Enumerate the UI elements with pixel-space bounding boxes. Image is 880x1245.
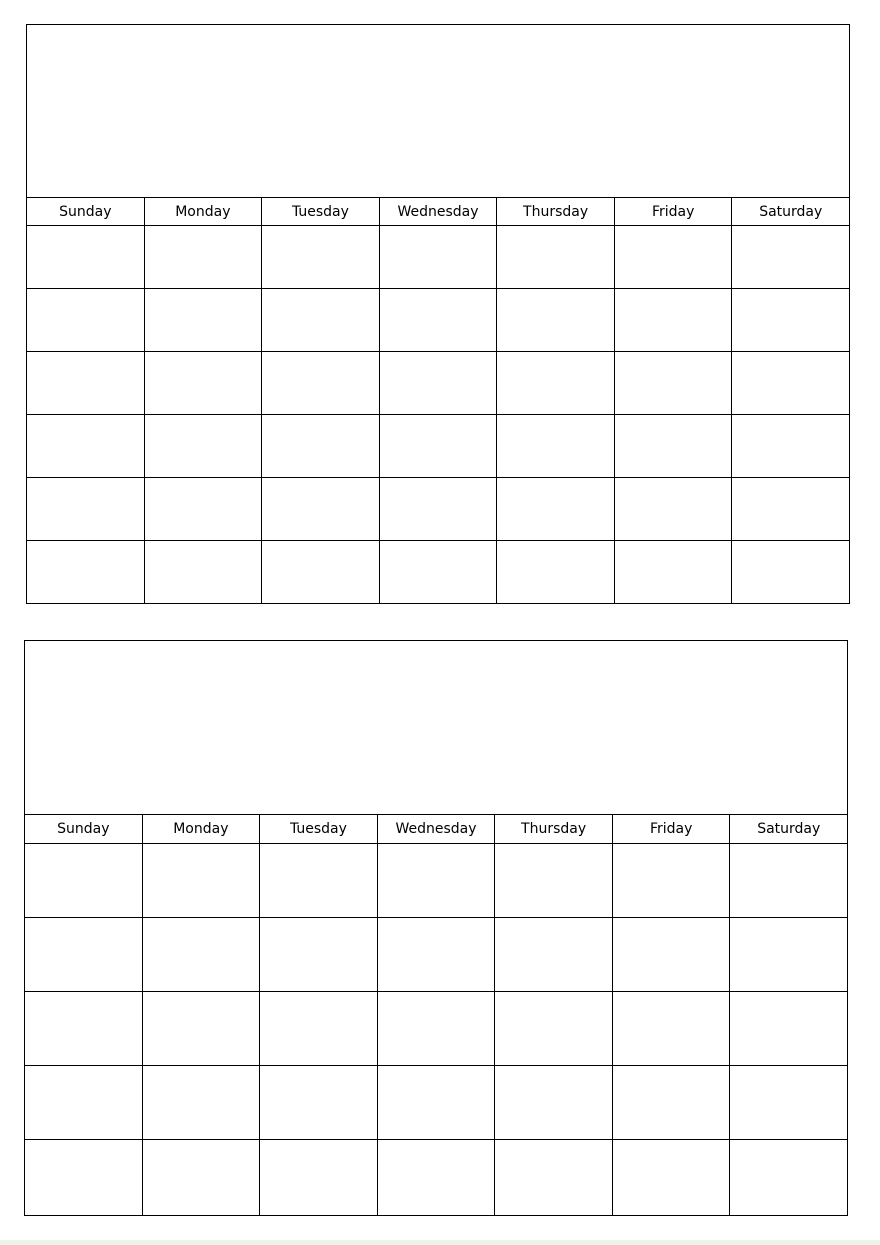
day-cell	[495, 1140, 613, 1215]
day-cell	[613, 992, 731, 1065]
day-cell	[145, 541, 263, 603]
page-bottom-strip	[0, 1240, 880, 1245]
weekday-sunday: Sunday	[25, 815, 143, 843]
day-cell	[145, 289, 263, 351]
day-cell	[262, 289, 380, 351]
calendar-title-area	[27, 25, 849, 198]
calendar-title-area	[25, 641, 847, 815]
weekday-tuesday: Tuesday	[260, 815, 378, 843]
weeks-container	[27, 226, 849, 603]
day-cell	[260, 1066, 378, 1139]
weekday-thursday: Thursday	[495, 815, 613, 843]
day-cell	[380, 541, 498, 603]
week-row	[27, 352, 849, 415]
day-cell	[497, 289, 615, 351]
day-cell	[495, 1066, 613, 1139]
day-cell	[260, 992, 378, 1065]
day-cell	[615, 478, 733, 540]
day-cell	[260, 844, 378, 917]
weeks-container	[25, 844, 847, 1215]
weekday-monday: Monday	[143, 815, 261, 843]
day-cell	[27, 289, 145, 351]
week-row	[25, 1066, 847, 1140]
day-cell	[613, 844, 731, 917]
day-cell	[27, 478, 145, 540]
day-cell	[143, 918, 261, 991]
day-cell	[262, 478, 380, 540]
day-cell	[25, 1066, 143, 1139]
day-cell	[27, 352, 145, 414]
day-cell	[262, 352, 380, 414]
weekday-header-row	[25, 815, 847, 844]
day-cell	[25, 844, 143, 917]
weekday-friday: Friday	[613, 815, 731, 843]
day-cell	[380, 415, 498, 477]
day-cell	[497, 226, 615, 288]
weekday-tuesday: Tuesday	[262, 198, 380, 225]
day-cell	[143, 992, 261, 1065]
day-cell	[613, 918, 731, 991]
calendar-grid-2	[24, 640, 848, 1216]
day-cell	[145, 352, 263, 414]
weekday-friday: Friday	[615, 198, 733, 225]
day-cell	[613, 1140, 731, 1215]
week-row	[27, 478, 849, 541]
day-cell	[732, 541, 849, 603]
day-cell	[613, 1066, 731, 1139]
day-cell	[25, 992, 143, 1065]
day-cell	[615, 541, 733, 603]
week-row	[25, 918, 847, 992]
day-cell	[732, 352, 849, 414]
day-cell	[27, 415, 145, 477]
day-cell	[380, 289, 498, 351]
day-cell	[730, 1066, 847, 1139]
calendar-grid-1	[26, 24, 850, 604]
week-row	[25, 1140, 847, 1215]
day-cell	[262, 415, 380, 477]
day-cell	[145, 226, 263, 288]
day-cell	[615, 226, 733, 288]
day-cell	[143, 1140, 261, 1215]
day-cell	[495, 918, 613, 991]
day-cell	[380, 352, 498, 414]
day-cell	[380, 478, 498, 540]
day-cell	[615, 289, 733, 351]
day-cell	[497, 352, 615, 414]
weekday-sunday: Sunday	[27, 198, 145, 225]
day-cell	[260, 1140, 378, 1215]
day-cell	[262, 226, 380, 288]
day-cell	[27, 226, 145, 288]
weekday-header-row	[27, 198, 849, 226]
day-cell	[615, 352, 733, 414]
day-cell	[27, 541, 145, 603]
day-cell	[378, 992, 496, 1065]
week-row	[27, 289, 849, 352]
day-cell	[495, 992, 613, 1065]
weekday-wednesday: Wednesday	[378, 815, 496, 843]
day-cell	[497, 478, 615, 540]
day-cell	[730, 918, 847, 991]
weekday-wednesday: Wednesday	[380, 198, 498, 225]
day-cell	[378, 1140, 496, 1215]
weekday-thursday: Thursday	[497, 198, 615, 225]
day-cell	[497, 415, 615, 477]
day-cell	[378, 918, 496, 991]
day-cell	[495, 844, 613, 917]
day-cell	[145, 478, 263, 540]
day-cell	[730, 1140, 847, 1215]
week-row	[25, 844, 847, 918]
day-cell	[260, 918, 378, 991]
day-cell	[378, 1066, 496, 1139]
day-cell	[732, 415, 849, 477]
day-cell	[730, 844, 847, 917]
day-cell	[732, 226, 849, 288]
day-cell	[732, 478, 849, 540]
day-cell	[615, 415, 733, 477]
day-cell	[143, 1066, 261, 1139]
day-cell	[730, 992, 847, 1065]
day-cell	[262, 541, 380, 603]
day-cell	[378, 844, 496, 917]
day-cell	[380, 226, 498, 288]
day-cell	[732, 289, 849, 351]
day-cell	[497, 541, 615, 603]
weekday-saturday: Saturday	[759, 204, 823, 220]
day-cell	[143, 844, 261, 917]
week-row	[25, 992, 847, 1066]
day-cell	[25, 918, 143, 991]
week-row	[27, 226, 849, 289]
day-cell	[25, 1140, 143, 1215]
week-row	[27, 541, 849, 603]
weekday-saturday: Saturday	[757, 821, 821, 837]
weekday-monday: Monday	[145, 198, 263, 225]
week-row	[27, 415, 849, 478]
day-cell	[145, 415, 263, 477]
